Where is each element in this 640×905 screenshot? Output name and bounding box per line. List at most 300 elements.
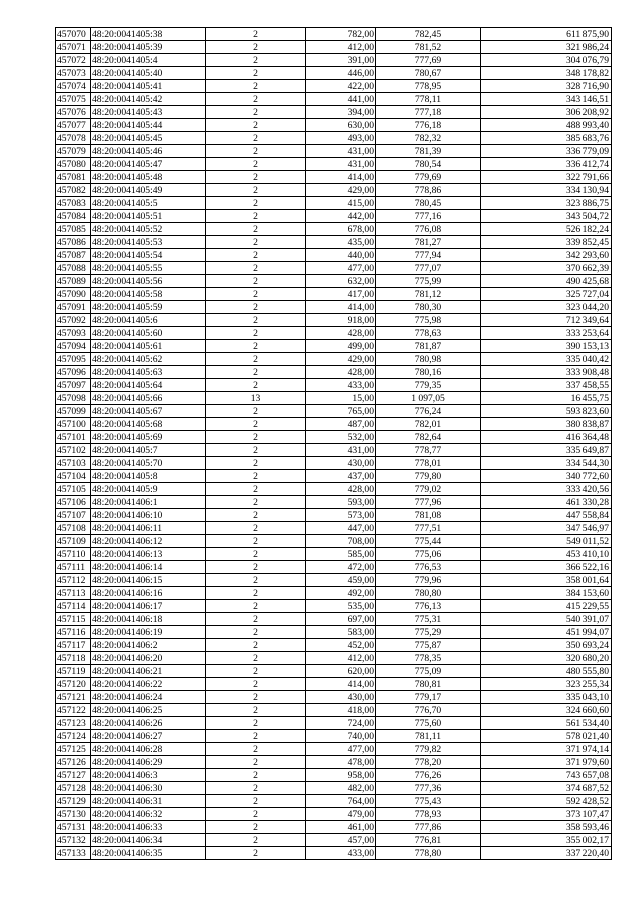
row-number-cell: 457086 (56, 236, 91, 249)
specific-value-cell: 776,53 (376, 561, 481, 574)
table-row (56, 145, 612, 158)
cadastral-number-cell: 48:20:0041406:18 (91, 613, 206, 626)
specific-value-cell: 778,11 (376, 93, 481, 106)
row-number-cell: 457100 (56, 418, 91, 431)
specific-value-cell: 776,13 (376, 600, 481, 613)
area-cell: 585,00 (306, 548, 376, 561)
area-cell: 422,00 (306, 80, 376, 93)
cadastral-value-cell: 339 852,45 (481, 236, 612, 249)
table-row (56, 730, 612, 743)
table-row (56, 366, 612, 379)
row-number-cell: 457119 (56, 665, 91, 678)
cadastral-number-cell: 48:20:0041406:12 (91, 535, 206, 548)
table-row (56, 652, 612, 665)
row-number-cell: 457099 (56, 405, 91, 418)
cadastral-value-cell: 415 229,55 (481, 600, 612, 613)
row-number-cell: 457071 (56, 41, 91, 54)
category-code-cell: 2 (206, 834, 306, 847)
table-row (56, 483, 612, 496)
category-code-cell: 2 (206, 535, 306, 548)
area-cell: 765,00 (306, 405, 376, 418)
specific-value-cell: 781,12 (376, 288, 481, 301)
cadastral-number-cell: 48:20:0041405:39 (91, 41, 206, 54)
area-cell: 15,00 (306, 392, 376, 405)
table-body (56, 28, 612, 860)
area-cell: 740,00 (306, 730, 376, 743)
cadastral-value-cell: 325 727,04 (481, 288, 612, 301)
table-row (56, 197, 612, 210)
cadastral-value-cell: 373 107,47 (481, 808, 612, 821)
cadastral-value-cell: 320 680,20 (481, 652, 612, 665)
table-row (56, 28, 612, 41)
row-number-cell: 457133 (56, 847, 91, 860)
cadastral-value-cell: 333 420,56 (481, 483, 612, 496)
cadastral-number-cell: 48:20:0041406:22 (91, 678, 206, 691)
table-row (56, 431, 612, 444)
cadastral-number-cell: 48:20:0041406:30 (91, 782, 206, 795)
category-code-cell: 2 (206, 197, 306, 210)
table-row (56, 821, 612, 834)
cadastral-value-cell: 488 993,40 (481, 119, 612, 132)
cadastral-number-cell: 48:20:0041406:28 (91, 743, 206, 756)
row-number-cell: 457079 (56, 145, 91, 158)
area-cell: 479,00 (306, 808, 376, 821)
cadastral-number-cell: 48:20:0041405:47 (91, 158, 206, 171)
specific-value-cell: 782,01 (376, 418, 481, 431)
cadastral-number-cell: 48:20:0041405:45 (91, 132, 206, 145)
table-row (56, 457, 612, 470)
cadastral-number-cell: 48:20:0041405:38 (91, 28, 206, 41)
row-number-cell: 457125 (56, 743, 91, 756)
area-cell: 452,00 (306, 639, 376, 652)
area-cell: 472,00 (306, 561, 376, 574)
cadastral-value-cell: 384 153,60 (481, 587, 612, 600)
cadastral-value-cell: 306 208,92 (481, 106, 612, 119)
specific-value-cell: 777,94 (376, 249, 481, 262)
cadastral-value-cell: 611 875,90 (481, 28, 612, 41)
area-cell: 437,00 (306, 470, 376, 483)
table-row (56, 119, 612, 132)
specific-value-cell: 775,99 (376, 275, 481, 288)
area-cell: 433,00 (306, 379, 376, 392)
row-number-cell: 457082 (56, 184, 91, 197)
cadastral-value-cell: 323 255,34 (481, 678, 612, 691)
table-row (56, 106, 612, 119)
table-row (56, 392, 612, 405)
specific-value-cell: 776,70 (376, 704, 481, 717)
cadastral-value-cell: 592 428,52 (481, 795, 612, 808)
category-code-cell: 2 (206, 262, 306, 275)
category-code-cell: 2 (206, 314, 306, 327)
category-code-cell: 2 (206, 353, 306, 366)
area-cell: 440,00 (306, 249, 376, 262)
area-cell: 418,00 (306, 704, 376, 717)
category-code-cell: 2 (206, 288, 306, 301)
specific-value-cell: 777,51 (376, 522, 481, 535)
table-row (56, 379, 612, 392)
row-number-cell: 457114 (56, 600, 91, 613)
category-code-cell: 2 (206, 548, 306, 561)
cadastral-value-cell: 540 391,07 (481, 613, 612, 626)
specific-value-cell: 780,30 (376, 301, 481, 314)
row-number-cell: 457087 (56, 249, 91, 262)
specific-value-cell: 777,36 (376, 782, 481, 795)
cadastral-number-cell: 48:20:0041405:7 (91, 444, 206, 457)
cadastral-number-cell: 48:20:0041406:33 (91, 821, 206, 834)
specific-value-cell: 777,16 (376, 210, 481, 223)
row-number-cell: 457098 (56, 392, 91, 405)
category-code-cell: 2 (206, 769, 306, 782)
area-cell: 583,00 (306, 626, 376, 639)
table-row (56, 327, 612, 340)
category-code-cell: 2 (206, 67, 306, 80)
cadastral-value-cell: 337 458,55 (481, 379, 612, 392)
specific-value-cell: 779,69 (376, 171, 481, 184)
cadastral-value-cell: 374 687,52 (481, 782, 612, 795)
area-cell: 442,00 (306, 210, 376, 223)
table-row (56, 171, 612, 184)
table-row (56, 67, 612, 80)
cadastral-value-cell: 323 044,20 (481, 301, 612, 314)
specific-value-cell: 780,45 (376, 197, 481, 210)
cadastral-value-table (55, 27, 612, 860)
area-cell: 477,00 (306, 743, 376, 756)
cadastral-number-cell: 48:20:0041405:51 (91, 210, 206, 223)
cadastral-value-cell: 333 253,64 (481, 327, 612, 340)
table-row (56, 535, 612, 548)
table-row (56, 301, 612, 314)
cadastral-value-cell: 350 693,24 (481, 639, 612, 652)
cadastral-number-cell: 48:20:0041406:20 (91, 652, 206, 665)
cadastral-number-cell: 48:20:0041405:59 (91, 301, 206, 314)
row-number-cell: 457101 (56, 431, 91, 444)
specific-value-cell: 1 097,05 (376, 392, 481, 405)
cadastral-number-cell: 48:20:0041405:66 (91, 392, 206, 405)
specific-value-cell: 777,86 (376, 821, 481, 834)
cadastral-number-cell: 48:20:0041406:10 (91, 509, 206, 522)
row-number-cell: 457084 (56, 210, 91, 223)
table-row (56, 704, 612, 717)
table-row (56, 80, 612, 93)
table-row (56, 54, 612, 67)
category-code-cell: 2 (206, 223, 306, 236)
specific-value-cell: 776,24 (376, 405, 481, 418)
category-code-cell: 2 (206, 275, 306, 288)
area-cell: 435,00 (306, 236, 376, 249)
specific-value-cell: 779,96 (376, 574, 481, 587)
category-code-cell: 2 (206, 470, 306, 483)
category-code-cell: 2 (206, 509, 306, 522)
cadastral-value-cell: 355 002,17 (481, 834, 612, 847)
cadastral-value-cell: 348 178,82 (481, 67, 612, 80)
area-cell: 414,00 (306, 171, 376, 184)
row-number-cell: 457072 (56, 54, 91, 67)
specific-value-cell: 779,17 (376, 691, 481, 704)
cadastral-value-cell: 335 649,87 (481, 444, 612, 457)
specific-value-cell: 779,35 (376, 379, 481, 392)
specific-value-cell: 777,18 (376, 106, 481, 119)
cadastral-value-cell: 343 504,72 (481, 210, 612, 223)
table-row (56, 132, 612, 145)
category-code-cell: 2 (206, 561, 306, 574)
category-code-cell: 2 (206, 106, 306, 119)
cadastral-number-cell: 48:20:0041405:67 (91, 405, 206, 418)
row-number-cell: 457108 (56, 522, 91, 535)
cadastral-value-cell: 336 412,74 (481, 158, 612, 171)
specific-value-cell: 775,44 (376, 535, 481, 548)
cadastral-value-cell: 371 974,14 (481, 743, 612, 756)
specific-value-cell: 775,60 (376, 717, 481, 730)
category-code-cell: 2 (206, 652, 306, 665)
cadastral-value-cell: 343 146,51 (481, 93, 612, 106)
row-number-cell: 457115 (56, 613, 91, 626)
row-number-cell: 457106 (56, 496, 91, 509)
area-cell: 708,00 (306, 535, 376, 548)
row-number-cell: 457117 (56, 639, 91, 652)
cadastral-number-cell: 48:20:0041406:17 (91, 600, 206, 613)
table-row (56, 262, 612, 275)
table-row (56, 41, 612, 54)
row-number-cell: 457129 (56, 795, 91, 808)
cadastral-value-cell: 451 994,07 (481, 626, 612, 639)
area-cell: 412,00 (306, 41, 376, 54)
cadastral-value-cell: 371 979,60 (481, 756, 612, 769)
cadastral-number-cell: 48:20:0041406:15 (91, 574, 206, 587)
cadastral-value-cell: 334 130,94 (481, 184, 612, 197)
cadastral-number-cell: 48:20:0041405:43 (91, 106, 206, 119)
specific-value-cell: 776,18 (376, 119, 481, 132)
category-code-cell: 2 (206, 158, 306, 171)
specific-value-cell: 778,86 (376, 184, 481, 197)
table-row (56, 275, 612, 288)
row-number-cell: 457095 (56, 353, 91, 366)
row-number-cell: 457124 (56, 730, 91, 743)
table-row (56, 782, 612, 795)
row-number-cell: 457083 (56, 197, 91, 210)
cadastral-number-cell: 48:20:0041406:24 (91, 691, 206, 704)
cadastral-number-cell: 48:20:0041405:6 (91, 314, 206, 327)
row-number-cell: 457123 (56, 717, 91, 730)
category-code-cell: 2 (206, 587, 306, 600)
row-number-cell: 457077 (56, 119, 91, 132)
area-cell: 447,00 (306, 522, 376, 535)
row-number-cell: 457080 (56, 158, 91, 171)
cadastral-value-cell: 340 772,60 (481, 470, 612, 483)
specific-value-cell: 781,27 (376, 236, 481, 249)
row-number-cell: 457109 (56, 535, 91, 548)
category-code-cell: 2 (206, 574, 306, 587)
category-code-cell: 2 (206, 28, 306, 41)
table-row (56, 184, 612, 197)
category-code-cell: 2 (206, 379, 306, 392)
cadastral-number-cell: 48:20:0041405:46 (91, 145, 206, 158)
cadastral-number-cell: 48:20:0041406:3 (91, 769, 206, 782)
cadastral-value-cell: 385 683,76 (481, 132, 612, 145)
row-number-cell: 457103 (56, 457, 91, 470)
row-number-cell: 457076 (56, 106, 91, 119)
area-cell: 429,00 (306, 184, 376, 197)
cadastral-value-cell: 347 546,97 (481, 522, 612, 535)
row-number-cell: 457074 (56, 80, 91, 93)
cadastral-value-cell: 490 425,68 (481, 275, 612, 288)
area-cell: 492,00 (306, 587, 376, 600)
cadastral-value-cell: 333 908,48 (481, 366, 612, 379)
category-code-cell: 2 (206, 145, 306, 158)
cadastral-value-cell: 578 021,40 (481, 730, 612, 743)
area-cell: 414,00 (306, 678, 376, 691)
cadastral-number-cell: 48:20:0041406:16 (91, 587, 206, 600)
area-cell: 499,00 (306, 340, 376, 353)
specific-value-cell: 782,64 (376, 431, 481, 444)
area-cell: 441,00 (306, 93, 376, 106)
area-cell: 535,00 (306, 600, 376, 613)
cadastral-value-cell: 16 455,75 (481, 392, 612, 405)
cadastral-number-cell: 48:20:0041406:29 (91, 756, 206, 769)
table-row (56, 158, 612, 171)
area-cell: 697,00 (306, 613, 376, 626)
cadastral-value-cell: 712 349,64 (481, 314, 612, 327)
area-cell: 782,00 (306, 28, 376, 41)
cadastral-number-cell: 48:20:0041406:11 (91, 522, 206, 535)
cadastral-value-cell: 334 544,30 (481, 457, 612, 470)
category-code-cell: 2 (206, 340, 306, 353)
category-code-cell: 2 (206, 730, 306, 743)
specific-value-cell: 780,67 (376, 67, 481, 80)
cadastral-number-cell: 48:20:0041406:19 (91, 626, 206, 639)
cadastral-value-cell: 323 886,75 (481, 197, 612, 210)
cadastral-value-cell: 328 716,90 (481, 80, 612, 93)
cadastral-number-cell: 48:20:0041405:8 (91, 470, 206, 483)
category-code-cell: 2 (206, 457, 306, 470)
category-code-cell: 2 (206, 665, 306, 678)
cadastral-number-cell: 48:20:0041405:70 (91, 457, 206, 470)
cadastral-value-cell: 447 558,84 (481, 509, 612, 522)
row-number-cell: 457130 (56, 808, 91, 821)
cadastral-number-cell: 48:20:0041406:21 (91, 665, 206, 678)
specific-value-cell: 778,93 (376, 808, 481, 821)
category-code-cell: 2 (206, 743, 306, 756)
row-number-cell: 457102 (56, 444, 91, 457)
area-cell: 394,00 (306, 106, 376, 119)
cadastral-value-cell: 416 364,48 (481, 431, 612, 444)
cadastral-number-cell: 48:20:0041406:31 (91, 795, 206, 808)
row-number-cell: 457094 (56, 340, 91, 353)
table-row (56, 834, 612, 847)
category-code-cell: 2 (206, 795, 306, 808)
cadastral-number-cell: 48:20:0041406:32 (91, 808, 206, 821)
category-code-cell: 2 (206, 717, 306, 730)
category-code-cell: 2 (206, 483, 306, 496)
cadastral-number-cell: 48:20:0041405:61 (91, 340, 206, 353)
cadastral-number-cell: 48:20:0041405:54 (91, 249, 206, 262)
table-row (56, 756, 612, 769)
cadastral-value-cell: 322 791,66 (481, 171, 612, 184)
area-cell: 678,00 (306, 223, 376, 236)
cadastral-value-cell: 453 410,10 (481, 548, 612, 561)
cadastral-number-cell: 48:20:0041405:53 (91, 236, 206, 249)
cadastral-number-cell: 48:20:0041405:62 (91, 353, 206, 366)
cadastral-value-cell: 480 555,80 (481, 665, 612, 678)
area-cell: 482,00 (306, 782, 376, 795)
area-cell: 487,00 (306, 418, 376, 431)
cadastral-value-cell: 390 153,13 (481, 340, 612, 353)
category-code-cell: 2 (206, 704, 306, 717)
specific-value-cell: 782,45 (376, 28, 481, 41)
area-cell: 764,00 (306, 795, 376, 808)
cadastral-value-cell: 321 986,24 (481, 41, 612, 54)
row-number-cell: 457093 (56, 327, 91, 340)
table-row (56, 587, 612, 600)
table-row (56, 93, 612, 106)
specific-value-cell: 778,77 (376, 444, 481, 457)
table-row (56, 522, 612, 535)
specific-value-cell: 778,35 (376, 652, 481, 665)
row-number-cell: 457085 (56, 223, 91, 236)
cadastral-number-cell: 48:20:0041406:13 (91, 548, 206, 561)
category-code-cell: 2 (206, 418, 306, 431)
specific-value-cell: 778,20 (376, 756, 481, 769)
table-row (56, 314, 612, 327)
cadastral-number-cell: 48:20:0041405:9 (91, 483, 206, 496)
area-cell: 630,00 (306, 119, 376, 132)
category-code-cell: 2 (206, 80, 306, 93)
specific-value-cell: 776,26 (376, 769, 481, 782)
cadastral-number-cell: 48:20:0041405:56 (91, 275, 206, 288)
table-row (56, 743, 612, 756)
area-cell: 493,00 (306, 132, 376, 145)
row-number-cell: 457128 (56, 782, 91, 795)
cadastral-number-cell: 48:20:0041405:42 (91, 93, 206, 106)
cadastral-value-cell: 370 662,39 (481, 262, 612, 275)
row-number-cell: 457088 (56, 262, 91, 275)
table-row (56, 470, 612, 483)
cadastral-value-cell: 593 823,60 (481, 405, 612, 418)
area-cell: 417,00 (306, 288, 376, 301)
area-cell: 433,00 (306, 847, 376, 860)
table-row (56, 496, 612, 509)
category-code-cell: 2 (206, 119, 306, 132)
cadastral-number-cell: 48:20:0041406:25 (91, 704, 206, 717)
row-number-cell: 457073 (56, 67, 91, 80)
area-cell: 461,00 (306, 821, 376, 834)
row-number-cell: 457105 (56, 483, 91, 496)
category-code-cell: 2 (206, 54, 306, 67)
specific-value-cell: 776,08 (376, 223, 481, 236)
category-code-cell: 2 (206, 522, 306, 535)
table-row (56, 561, 612, 574)
cadastral-number-cell: 48:20:0041405:52 (91, 223, 206, 236)
row-number-cell: 457078 (56, 132, 91, 145)
specific-value-cell: 779,82 (376, 743, 481, 756)
row-number-cell: 457131 (56, 821, 91, 834)
cadastral-value-cell: 561 534,40 (481, 717, 612, 730)
cadastral-number-cell: 48:20:0041405:5 (91, 197, 206, 210)
specific-value-cell: 775,31 (376, 613, 481, 626)
specific-value-cell: 780,16 (376, 366, 481, 379)
category-code-cell: 2 (206, 821, 306, 834)
table-row (56, 340, 612, 353)
area-cell: 459,00 (306, 574, 376, 587)
category-code-cell: 2 (206, 756, 306, 769)
category-code-cell: 2 (206, 236, 306, 249)
cadastral-number-cell: 48:20:0041406:1 (91, 496, 206, 509)
row-number-cell: 457111 (56, 561, 91, 574)
cadastral-number-cell: 48:20:0041406:26 (91, 717, 206, 730)
table-row (56, 353, 612, 366)
table-row (56, 236, 612, 249)
row-number-cell: 457110 (56, 548, 91, 561)
area-cell: 918,00 (306, 314, 376, 327)
